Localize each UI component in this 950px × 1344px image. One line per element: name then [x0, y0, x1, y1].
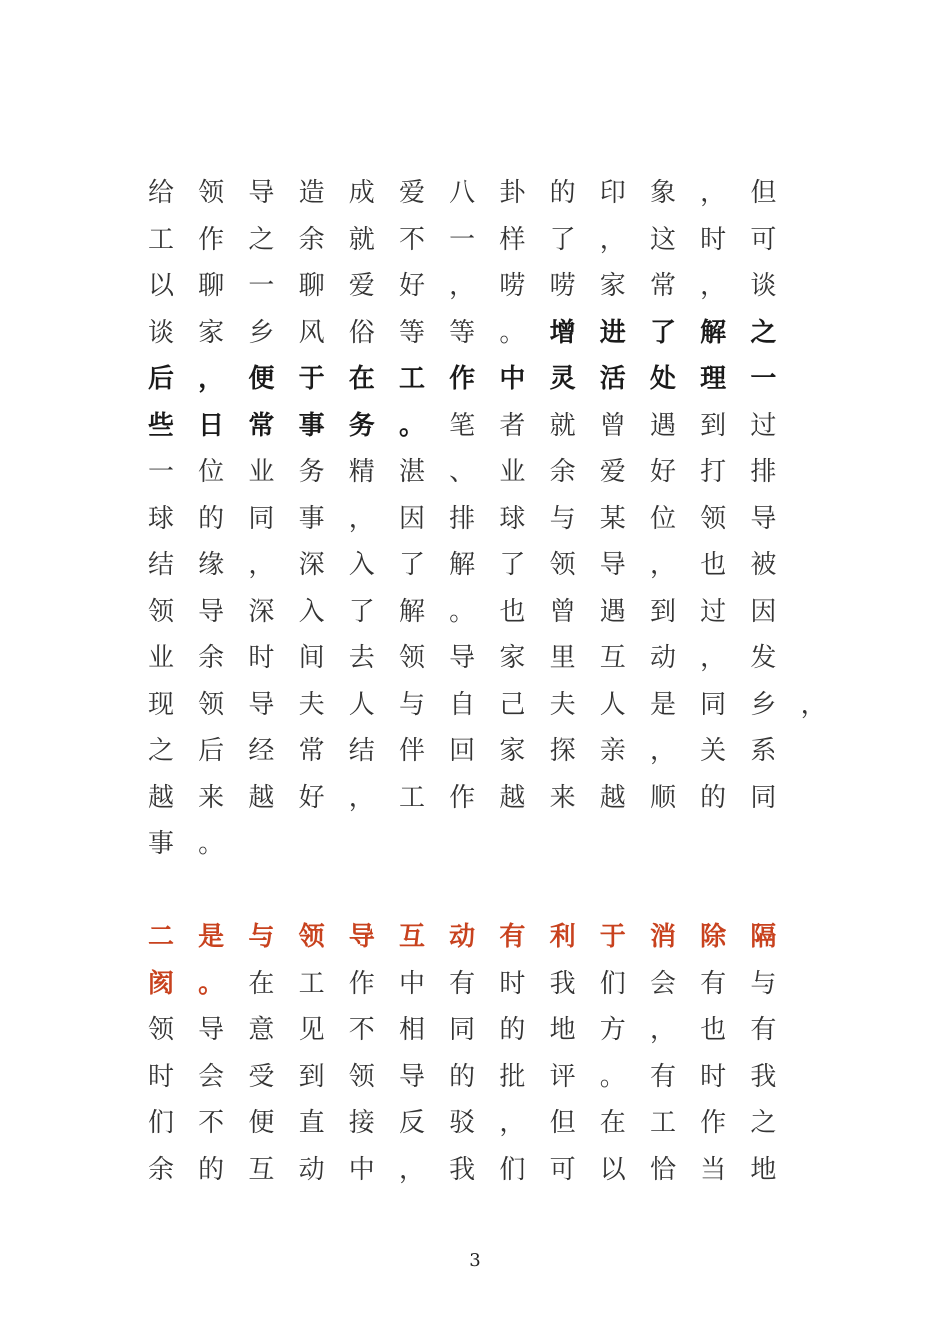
text-char: ，: [700, 178, 727, 208]
text-char: 业: [499, 457, 526, 487]
text-char: 我: [449, 1154, 476, 1185]
text-char: 作: [449, 364, 476, 394]
text-char: 以: [599, 1154, 626, 1185]
text-char: 象: [649, 178, 676, 208]
text-line: [0, 871, 950, 911]
text-char: 去: [348, 643, 375, 673]
text-char: 导: [599, 550, 626, 580]
text-char: 们: [599, 968, 626, 999]
text-char: 常: [248, 410, 275, 441]
text-line: [0, 1010, 950, 1050]
text-char: 的: [198, 1154, 225, 1185]
text-char: 务: [298, 457, 325, 487]
text-char: 人: [348, 689, 375, 720]
text-char: 爱: [348, 271, 375, 301]
text-char: 意: [248, 1015, 275, 1045]
text-char: 中: [499, 364, 526, 394]
text-char: 一: [750, 364, 777, 394]
text-char: 结: [147, 550, 174, 580]
text-char: 一: [147, 457, 174, 487]
text-char: 来: [549, 782, 576, 813]
text-char: 于: [599, 922, 626, 952]
text-char: 进: [599, 317, 626, 348]
text-char: 之: [147, 736, 174, 766]
text-char: 回: [449, 736, 476, 766]
text-char: 被: [750, 550, 777, 580]
text-char: 给: [147, 178, 174, 208]
text-char: 深: [248, 596, 275, 627]
text-char: 笔: [449, 410, 476, 441]
text-char: 在: [248, 968, 275, 999]
text-char: 务: [348, 410, 375, 441]
text-char: 事: [298, 410, 325, 441]
text-char: 成: [348, 178, 375, 208]
text-char: 曾: [549, 596, 576, 627]
text-char: 评: [549, 1061, 576, 1092]
text-char: 俗: [348, 317, 375, 348]
text-char: 动: [449, 922, 476, 952]
text-char: ，: [198, 364, 225, 394]
text-char: 这: [649, 224, 676, 255]
text-char: 好: [649, 457, 676, 487]
text-char: 有: [449, 968, 476, 999]
text-char: 互: [599, 643, 626, 673]
text-char: 等: [449, 317, 476, 348]
text-char: 同: [248, 503, 275, 534]
text-line: [0, 592, 950, 632]
text-char: 我: [750, 1061, 777, 1092]
text-char: 领: [348, 1061, 375, 1092]
text-char: 里: [549, 643, 576, 673]
text-char: 反: [398, 1108, 425, 1138]
text-char: 就: [549, 410, 576, 441]
text-char: 某: [599, 503, 626, 534]
page-number: 3: [469, 1250, 481, 1271]
text-char: 工: [398, 782, 425, 813]
text-char: 会: [198, 1061, 225, 1092]
text-line: [0, 499, 950, 539]
text-char: 领: [398, 643, 425, 673]
text-line: [0, 1103, 950, 1143]
text-char: 越: [599, 782, 626, 813]
text-char: 。: [599, 1061, 626, 1092]
text-line: [0, 917, 950, 957]
text-char: 深: [298, 550, 325, 580]
text-char: 导: [750, 503, 777, 534]
text-char: 受: [248, 1061, 275, 1092]
text-char: 时: [499, 968, 526, 999]
text-char: 领: [147, 596, 174, 627]
text-char: 时: [248, 643, 275, 673]
text-char: 也: [499, 596, 526, 627]
text-char: 解: [449, 550, 476, 580]
text-char: 唠: [499, 271, 526, 301]
text-char: 就: [348, 224, 375, 255]
text-char: 聊: [198, 271, 225, 301]
text-char: ，: [248, 550, 275, 580]
text-char: 但: [549, 1108, 576, 1138]
text-char: 以: [147, 271, 174, 301]
text-char: 们: [147, 1108, 174, 1138]
text-char: 乡: [750, 689, 777, 720]
text-char: 过: [700, 596, 727, 627]
text-line: [0, 778, 950, 818]
text-char: 常: [298, 736, 325, 766]
text-char: 中: [348, 1154, 375, 1185]
text-char: 因: [398, 503, 425, 534]
text-char: 除: [700, 922, 727, 952]
text-char: 不: [398, 224, 425, 255]
text-char: 作: [449, 782, 476, 813]
text-char: 关: [700, 736, 727, 766]
text-line: [0, 452, 950, 492]
text-line: [0, 173, 950, 213]
text-char: 亲: [599, 736, 626, 766]
text-char: 恰: [649, 1154, 676, 1185]
text-char: 一: [449, 224, 476, 255]
text-char: 余: [298, 224, 325, 255]
text-char: 伴: [398, 736, 425, 766]
text-char: 人: [599, 689, 626, 720]
text-char: 夫: [298, 689, 325, 720]
text-char: 精: [348, 457, 375, 487]
text-char: 活: [599, 364, 626, 394]
text-char: 领: [298, 922, 325, 952]
text-char: 同: [449, 1015, 476, 1045]
text-char: 好: [398, 271, 425, 301]
text-char: 来: [198, 782, 225, 813]
text-char: 的: [499, 1015, 526, 1045]
text-char: 之: [248, 224, 275, 255]
text-char: ，: [800, 689, 827, 720]
text-char: 解: [700, 317, 727, 348]
text-char: 增: [549, 317, 576, 348]
text-char: 二: [147, 922, 174, 952]
text-char: 理: [700, 364, 727, 394]
text-line: [0, 685, 950, 725]
text-char: 卦: [499, 178, 526, 208]
text-char: 位: [649, 503, 676, 534]
text-char: 等: [398, 317, 425, 348]
text-char: 同: [700, 689, 727, 720]
text-char: 导: [248, 689, 275, 720]
text-char: 系: [750, 736, 777, 766]
text-char: 了: [348, 596, 375, 627]
text-char: 也: [700, 1015, 727, 1045]
text-char: 湛: [398, 457, 425, 487]
text-char: 家: [198, 317, 225, 348]
text-char: 时: [700, 224, 727, 255]
text-char: 家: [499, 643, 526, 673]
text-char: 之: [750, 1108, 777, 1138]
text-char: 批: [499, 1061, 526, 1092]
text-char: 了: [649, 317, 676, 348]
text-char: 后: [198, 736, 225, 766]
text-char: 余: [549, 457, 576, 487]
text-char: 时: [147, 1061, 174, 1092]
text-char: 间: [298, 643, 325, 673]
text-char: 了: [398, 550, 425, 580]
text-char: 到: [700, 410, 727, 441]
text-char: 越: [147, 782, 174, 813]
text-line: [0, 406, 950, 446]
text-char: 到: [649, 596, 676, 627]
text-char: 相: [398, 1015, 425, 1045]
text-char: 可: [549, 1154, 576, 1185]
text-char: 八: [449, 178, 476, 208]
text-char: 乡: [248, 317, 275, 348]
text-char: 遇: [599, 596, 626, 627]
text-char: 地: [549, 1015, 576, 1045]
text-char: 会: [649, 968, 676, 999]
text-char: 。: [198, 829, 225, 859]
text-char: 领: [198, 689, 225, 720]
text-char: 方: [599, 1015, 626, 1045]
text-line: [0, 545, 950, 585]
text-char: 解: [398, 596, 425, 627]
text-char: ，: [649, 1015, 676, 1045]
text-char: ，: [700, 271, 727, 301]
text-char: 作: [348, 968, 375, 999]
text-char: 有: [499, 922, 526, 952]
text-char: 与: [248, 922, 275, 952]
text-char: ，: [348, 782, 375, 813]
text-char: 过: [750, 410, 777, 441]
text-char: 谈: [750, 271, 777, 301]
text-char: 导: [248, 178, 275, 208]
text-char: 当: [700, 1154, 727, 1185]
text-char: 。: [198, 968, 225, 999]
text-line: [0, 1150, 950, 1190]
text-char: 。: [499, 317, 526, 348]
text-char: ，: [499, 1108, 526, 1138]
text-char: 业: [248, 457, 275, 487]
text-char: 事: [147, 829, 174, 859]
text-char: 者: [499, 410, 526, 441]
text-char: 因: [750, 596, 777, 627]
text-char: 一: [248, 271, 275, 301]
text-line: [0, 731, 950, 771]
text-char: 唠: [549, 271, 576, 301]
text-char: ，: [599, 224, 626, 255]
text-line: [0, 359, 950, 399]
text-char: 有: [750, 1015, 777, 1045]
text-char: 导: [198, 596, 225, 627]
text-char: 互: [398, 922, 425, 952]
text-char: 领: [549, 550, 576, 580]
text-char: 消: [649, 922, 676, 952]
text-char: 缘: [198, 550, 225, 580]
text-char: 工: [398, 364, 425, 394]
text-char: 动: [649, 643, 676, 673]
text-line: [0, 824, 950, 864]
text-char: 谈: [147, 317, 174, 348]
text-char: 印: [599, 178, 626, 208]
text-char: 探: [549, 736, 576, 766]
text-char: 打: [700, 457, 727, 487]
text-char: 与: [549, 503, 576, 534]
text-char: 是: [649, 689, 676, 720]
text-char: 中: [398, 968, 425, 999]
text-char: 到: [298, 1061, 325, 1092]
text-char: 了: [549, 224, 576, 255]
text-char: 排: [750, 457, 777, 487]
text-char: 我: [549, 968, 576, 999]
text-char: 曾: [599, 410, 626, 441]
text-char: 风: [298, 317, 325, 348]
text-char: 工: [298, 968, 325, 999]
text-char: 工: [649, 1108, 676, 1138]
text-char: 有: [649, 1061, 676, 1092]
text-char: 。: [398, 410, 425, 441]
text-char: 。: [449, 596, 476, 627]
text-char: 工: [147, 224, 174, 255]
text-char: 接: [348, 1108, 375, 1138]
text-char: 们: [499, 1154, 526, 1185]
text-char: 导: [198, 1015, 225, 1045]
text-char: 越: [499, 782, 526, 813]
text-char: 、: [449, 457, 476, 487]
text-char: 结: [348, 736, 375, 766]
text-char: 遇: [649, 410, 676, 441]
text-char: 了: [499, 550, 526, 580]
text-char: 领: [147, 1015, 174, 1045]
text-char: 爱: [398, 178, 425, 208]
text-char: 动: [298, 1154, 325, 1185]
text-char: 见: [298, 1015, 325, 1045]
text-char: 日: [198, 410, 225, 441]
text-char: 夫: [549, 689, 576, 720]
text-char: 互: [248, 1154, 275, 1185]
text-char: 处: [649, 364, 676, 394]
text-char: ，: [449, 271, 476, 301]
text-char: 的: [449, 1061, 476, 1092]
text-char: 领: [198, 178, 225, 208]
text-char: 之: [750, 317, 777, 348]
text-line: [0, 1057, 950, 1097]
text-char: 造: [298, 178, 325, 208]
text-char: 些: [147, 410, 174, 441]
text-char: 隔: [750, 922, 777, 952]
text-char: 可: [750, 224, 777, 255]
text-char: 余: [198, 643, 225, 673]
text-char: 便: [248, 364, 275, 394]
text-char: 常: [649, 271, 676, 301]
text-char: 与: [398, 689, 425, 720]
text-char: 样: [499, 224, 526, 255]
text-char: 排: [449, 503, 476, 534]
text-char: 越: [248, 782, 275, 813]
text-char: 入: [348, 550, 375, 580]
text-line: [0, 964, 950, 1004]
text-char: 作: [198, 224, 225, 255]
text-char: 顺: [649, 782, 676, 813]
text-char: 家: [499, 736, 526, 766]
text-char: 位: [198, 457, 225, 487]
text-line: [0, 266, 950, 306]
text-char: ，: [700, 643, 727, 673]
text-char: 聊: [298, 271, 325, 301]
text-char: ，: [398, 1154, 425, 1185]
text-char: 导: [348, 922, 375, 952]
text-char: 球: [147, 503, 174, 534]
text-char: 余: [147, 1154, 174, 1185]
text-char: 的: [549, 178, 576, 208]
text-char: 领: [700, 503, 727, 534]
text-char: 驳: [449, 1108, 476, 1138]
text-line: [0, 638, 950, 678]
text-char: 事: [298, 503, 325, 534]
text-char: 的: [198, 503, 225, 534]
text-char: 时: [700, 1061, 727, 1092]
text-char: 灵: [549, 364, 576, 394]
text-char: 与: [750, 968, 777, 999]
text-char: 不: [348, 1015, 375, 1045]
text-char: ，: [348, 503, 375, 534]
text-char: 好: [298, 782, 325, 813]
text-char: 现: [147, 689, 174, 720]
text-char: 利: [549, 922, 576, 952]
text-char: 爱: [599, 457, 626, 487]
text-char: 业: [147, 643, 174, 673]
text-char: 是: [198, 922, 225, 952]
text-char: 作: [700, 1108, 727, 1138]
text-char: 导: [449, 643, 476, 673]
text-char: 直: [298, 1108, 325, 1138]
text-char: 发: [750, 643, 777, 673]
text-char: 经: [248, 736, 275, 766]
text-char: 导: [398, 1061, 425, 1092]
text-char: 在: [348, 364, 375, 394]
text-char: 也: [700, 550, 727, 580]
text-char: 球: [499, 503, 526, 534]
text-char: 地: [750, 1154, 777, 1185]
text-char: 有: [700, 968, 727, 999]
text-char: ，: [649, 736, 676, 766]
text-char: 阂: [147, 968, 174, 999]
text-line: [0, 220, 950, 260]
text-char: 入: [298, 596, 325, 627]
text-char: 的: [700, 782, 727, 813]
text-line: [0, 313, 950, 353]
text-char: 在: [599, 1108, 626, 1138]
text-char: 后: [147, 364, 174, 394]
text-char: 于: [298, 364, 325, 394]
text-char: 便: [248, 1108, 275, 1138]
text-char: 同: [750, 782, 777, 813]
text-char: ，: [649, 550, 676, 580]
text-char: 自: [449, 689, 476, 720]
text-char: 己: [499, 689, 526, 720]
text-char: 家: [599, 271, 626, 301]
text-char: 但: [750, 178, 777, 208]
text-char: 不: [198, 1108, 225, 1138]
